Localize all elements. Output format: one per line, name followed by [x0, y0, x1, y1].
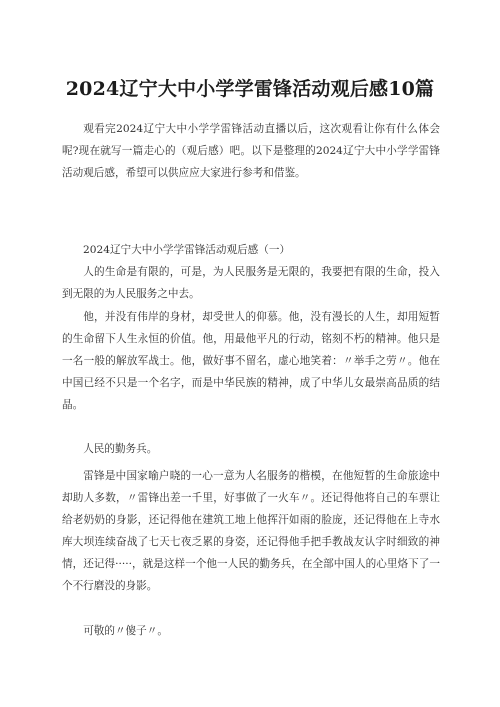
body-paragraph-3: 人民的勤务兵。 [83, 443, 158, 455]
body-paragraph-1: 人的生命是有限的，可是，为人民服务是无限的，我要把有限的生命，投入到无限的为人民服务之中去。 [62, 266, 440, 300]
body-paragraph-2: 他，并没有伟岸的身材，却受世人的仰慕。他，没有漫长的人生，却用短暂的生命留下人生永恒的价值。他，用最他平凡的行动，铭刻不朽的精神。他只是一名一般的解放军战士。他，做好事不留名，虚心地笑着：〃举手之劳〃。他在中国已经不只是一个名字，而是中华民族的精神，成了中华儿女最崇高品质的结晶。 [62, 311, 440, 411]
section-heading: 2024辽宁大中小学学雷锋活动观后感（一） [83, 244, 291, 256]
document-title: 2024辽宁大中小学学雷锋活动观后感10篇 [65, 78, 435, 100]
body-paragraph-5: 可敬的〃傻子〃。 [83, 625, 168, 637]
intro-paragraph: 观看完2024辽宁大中小学学雷锋活动直播以后，这次观看让你有什么体会呢?现在就写一篇走心的（观后感）吧。以下是整理的2024辽宁大中小学学雷锋活动观后感，希望可以供应应大家进行参考和借鉴。 [62, 123, 440, 179]
body-paragraph-4: 雷锋是中国家喻户晓的一心一意为人名服务的楷模，在他短暂的生命旅途中却助人多数，〃雷锋出差一千里，好事做了一火车〃。还记得他将自己的车票让给老奶奶的身影，还记得他在建筑工地上他挥汗如雨的脸庞，还记得他在上寺水库大坝连续奋战了七天七夜乏累的身姿，还记得他手把手教战友认字时细致的神情，还记得·····，就是这样一个他一人民的勤务兵，在全部中国人的心里烙下了一个不行磨没的身影。 [62, 470, 440, 592]
